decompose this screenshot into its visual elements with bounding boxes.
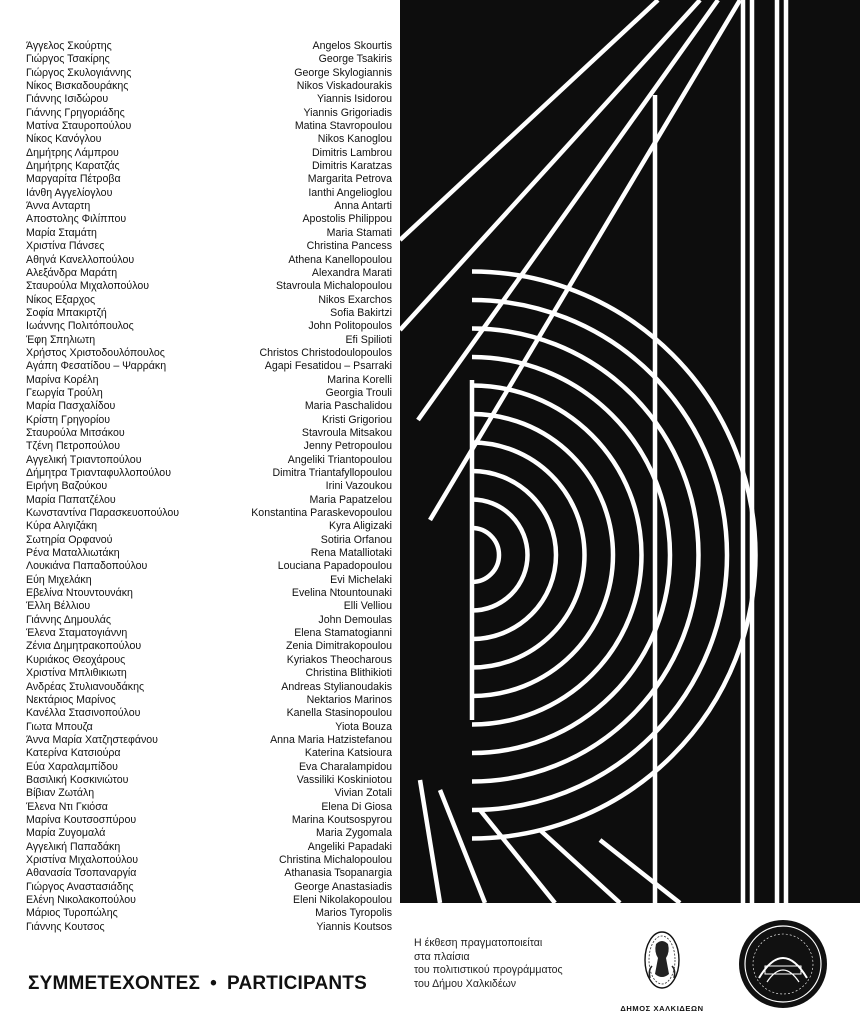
participant-row — [26, 694, 392, 707]
participant-name-greek: Μαρία Παπατζέλου — [26, 493, 116, 506]
participant-row — [26, 147, 392, 160]
participant-row — [26, 254, 392, 267]
participant-name-english: Irini Vazoukou — [325, 480, 392, 493]
participant-name-english: Ianthi Angelioglou — [308, 186, 392, 199]
participant-name-greek: Λουκιάνα Παπαδοπούλου — [26, 560, 148, 573]
participant-name-english: Nektarios Marinos — [306, 693, 392, 706]
participant-name-english: Angeliki Triantopoulou — [287, 453, 392, 466]
participant-name-english: Apostolis Philippou — [302, 213, 392, 226]
participant-name-greek: Γιάννης Ισιδώρου — [26, 93, 109, 106]
participant-name-english: Vassiliki Koskiniotou — [296, 773, 392, 786]
participant-name-greek: Αλεξάνδρα Μαράτη — [26, 266, 118, 279]
participant-row — [26, 667, 392, 680]
participant-name-greek: Μάριος Τυροπώλης — [26, 907, 118, 920]
participant-name-english: Kristi Grigoriou — [321, 413, 392, 426]
participant-name-greek: Μαρία Ζυγομαλά — [26, 827, 106, 840]
participant-name-english: Georgia Trouli — [325, 386, 392, 399]
participant-name-greek: Δημήτρης Λάμπρου — [26, 146, 119, 159]
participant-row — [26, 280, 392, 293]
participant-name-english: Vivian Zotali — [334, 787, 392, 800]
participant-name-english: Dimitra Triantafyllopoulou — [272, 467, 392, 479]
participant-name-english: Angeliki Papadaki — [307, 840, 392, 853]
participant-row — [26, 627, 392, 640]
participant-row — [26, 40, 392, 53]
participant-row — [26, 360, 392, 373]
participant-name-greek: Σταυρούλα Μιτσάκου — [26, 426, 125, 439]
participant-name-english: Maria Papatzelou — [309, 493, 392, 506]
participant-name-greek: Έφη Σπηλιωτη — [26, 333, 96, 346]
participant-name-english: Yiannis Grigoriadis — [303, 106, 392, 119]
participant-name-greek: Έλλη Βέλλιου — [26, 600, 91, 613]
participant-name-greek: Αποστολης Φιλίππου — [26, 213, 127, 226]
participant-name-english: Yiannis Koutsos — [316, 920, 392, 933]
participant-name-greek: Μαρία Πασχαλίδου — [26, 400, 116, 413]
program-note-line: του πολιτιστικού προγράμματος — [414, 964, 563, 977]
participant-name-english: Stavroula Mitsakou — [301, 426, 392, 439]
participant-name-greek: Γιώργος Τσακίρης — [26, 53, 110, 66]
participant-row — [26, 347, 392, 360]
participant-name-greek: Μαργαρίτα Πέτροβα — [26, 173, 121, 186]
participant-name-english: Nikos Exarchos — [318, 293, 392, 306]
participant-name-greek: Αγγελική Τριαντοπούλου — [26, 453, 142, 466]
participant-name-english: Sofia Bakirtzi — [330, 306, 392, 319]
participant-name-greek: Νίκος Κανόγλου — [26, 133, 102, 146]
participant-row — [26, 921, 392, 934]
participant-row — [26, 827, 392, 840]
participant-name-english: George Skylogiannis — [294, 66, 392, 79]
participant-name-english: Dimitris Karatzas — [311, 160, 392, 173]
participant-name-greek: Μαρίνα Κουτσοσπύρου — [26, 813, 137, 826]
participant-name-greek: Ειρήνη Βαζούκου — [26, 480, 108, 493]
participant-name-english: Yiota Bouza — [335, 720, 392, 733]
participant-row — [26, 761, 392, 774]
participant-name-english: Athanasia Tsopanargia — [284, 867, 392, 880]
participant-row — [26, 307, 392, 320]
participant-row — [26, 707, 392, 720]
participant-name-english: Kanella Stasinopoulou — [286, 707, 392, 720]
heading-english: PARTICIPANTS — [227, 973, 367, 994]
participant-name-english: Athena Kanellopoulou — [288, 253, 392, 266]
participant-row — [26, 814, 392, 827]
participant-row — [26, 894, 392, 907]
participant-name-greek: Χριστίνα Μπλιθικιωτη — [26, 667, 127, 680]
participant-row — [26, 120, 392, 133]
line-art-artwork — [400, 0, 860, 903]
participant-name-english: Christina Michalopoulou — [278, 853, 392, 866]
participant-name-greek: Άννα Ανταρτη — [26, 200, 91, 213]
participant-row — [26, 187, 392, 200]
participant-name-greek: Γιάννης Γρηγοριάδης — [26, 106, 125, 119]
participant-name-greek: Αθηνά Κανελλοπούλου — [26, 253, 135, 266]
participant-row — [26, 240, 392, 253]
participant-name-greek: Νεκτάριος Μαρίνος — [26, 693, 116, 706]
program-note-line: Η έκθεση πραγματοποιείται — [414, 937, 543, 949]
participant-name-english: Alexandra Marati — [311, 266, 392, 279]
participant-name-greek: Γιάννης Κουτσος — [26, 920, 105, 933]
participant-name-greek: Σταυρούλα Μιχαλοπούλου — [26, 280, 150, 293]
participant-name-english: Anna Maria Hatzistefanou — [270, 733, 392, 746]
participant-row — [26, 614, 392, 627]
participant-row — [26, 374, 392, 387]
participant-row — [26, 200, 392, 213]
participant-name-greek: Γιάννης Δημουλάς — [26, 613, 111, 626]
participant-name-english: Christina Pancess — [306, 240, 392, 253]
participant-row — [26, 480, 392, 493]
participant-row — [26, 53, 392, 66]
participant-row — [26, 841, 392, 854]
participant-name-greek: Γιωτα Μπουζα — [26, 720, 93, 733]
participant-name-greek: Ανδρέας Στυλιανουδάκης — [26, 680, 145, 693]
participant-name-english: Louciana Papadopoulou — [277, 560, 392, 573]
participant-name-greek: Κωνσταντίνα Παρασκευοπούλου — [26, 507, 180, 520]
participant-row — [26, 721, 392, 734]
participant-name-greek: Εύα Χαραλαμπίδου — [26, 760, 118, 773]
participant-name-english: Sotiria Orfanou — [320, 533, 392, 546]
participant-name-greek: Άννα Μαρία Χατζηστεφάνου — [26, 733, 158, 746]
participant-name-greek: Έλενα Σταματογιάννη — [26, 627, 128, 640]
participant-name-greek: Ρένα Ματαλλιωτάκη — [26, 547, 120, 560]
participant-name-english: Efi Spilioti — [345, 333, 392, 346]
participant-name-greek: Εβελίνα Ντουντουνάκη — [26, 587, 133, 600]
participant-name-greek: Βασιλική Κοσκινιώτου — [26, 773, 129, 786]
participant-row — [26, 107, 392, 120]
participant-name-english: Maria Paschalidou — [304, 400, 392, 413]
participant-row — [26, 334, 392, 347]
participant-row — [26, 387, 392, 400]
participant-name-greek: Τζένη Πετροπούλου — [26, 440, 120, 453]
participant-name-greek: Νίκος Βισκαδουράκης — [26, 80, 129, 93]
participant-row — [26, 507, 392, 520]
participant-name-english: Marina Korelli — [327, 373, 392, 386]
participant-row — [26, 467, 392, 480]
participant-name-english: Konstantina Paraskevopoulou — [251, 507, 392, 520]
participant-name-english: Zenia Dimitrakopoulou — [286, 640, 392, 653]
participant-name-greek: Αγάπη Φεσατίδου – Ψαρράκη — [26, 360, 167, 373]
participant-name-greek: Γιώργος Σκυλογιάννης — [26, 66, 132, 79]
participant-name-greek: Κρίστη Γρηγορίου — [26, 413, 111, 426]
participant-row — [26, 881, 392, 894]
participant-name-greek: Δήμητρα Τριανταφυλλοπούλου — [26, 467, 171, 479]
participant-row — [26, 400, 392, 413]
participant-name-english: Eva Charalampidou — [298, 760, 392, 773]
participant-row — [26, 867, 392, 880]
participant-name-english: Jenny Petropoulou — [303, 440, 392, 453]
participant-row — [26, 534, 392, 547]
participant-name-greek: Γιώργος Αναστασιάδης — [26, 880, 134, 893]
heading-separator: • — [210, 973, 217, 994]
participant-name-english: Maria Stamati — [326, 226, 392, 239]
participant-name-greek: Χρήστος Χριστοδουλόπουλος — [26, 346, 165, 359]
participant-name-greek: Σωτηρία Ορφανού — [26, 533, 113, 546]
participant-name-greek: Κύρα Αλιγιζάκη — [26, 520, 98, 533]
participant-name-greek: Κατερίνα Κατσιούρα — [26, 747, 121, 760]
participant-row — [26, 747, 392, 760]
participant-name-english: Matina Stavropoulou — [294, 120, 392, 133]
participant-name-english: Yiannis Isidorou — [317, 93, 392, 106]
participant-row — [26, 213, 392, 226]
participant-row — [26, 654, 392, 667]
participant-name-english: Eleni Nikolakopoulou — [293, 894, 392, 906]
participant-row — [26, 520, 392, 533]
participant-row — [26, 454, 392, 467]
participant-name-greek: Κανέλλα Στασινοπούλου — [26, 707, 141, 720]
participant-row — [26, 494, 392, 507]
participant-row — [26, 294, 392, 307]
participant-name-english: Elena Di Giosa — [321, 800, 392, 813]
participant-name-english: Kyriakos Theocharous — [286, 653, 392, 666]
participant-name-english: Rena Matalliotaki — [310, 547, 392, 560]
participant-row — [26, 320, 392, 333]
participant-row — [26, 173, 392, 186]
association-seal-icon — [737, 918, 829, 1010]
participant-name-english: Evi Michelaki — [330, 573, 392, 586]
participant-name-english: Margarita Petrova — [307, 173, 392, 186]
participant-name-english: Christos Christodoulopoulos — [259, 346, 392, 359]
participant-name-greek: Ζένια Δημητρακοπούλου — [26, 640, 142, 653]
participant-row — [26, 801, 392, 814]
participant-row — [26, 587, 392, 600]
participant-row — [26, 600, 392, 613]
participant-row — [26, 787, 392, 800]
participant-name-greek: Μαρίνα Κορέλη — [26, 373, 99, 386]
participant-row — [26, 681, 392, 694]
participant-row — [26, 640, 392, 653]
participant-name-english: Dimitris Lambrou — [311, 146, 392, 159]
participant-name-english: Marios Tyropolis — [315, 907, 392, 920]
participant-row — [26, 133, 392, 146]
participant-row — [26, 267, 392, 280]
participant-row — [26, 80, 392, 93]
participant-name-english: Nikos Kanoglou — [317, 133, 392, 146]
participant-name-english: Anna Antarti — [334, 200, 392, 213]
participant-name-english: George Anastasiadis — [294, 880, 392, 893]
participant-name-english: George Tsakiris — [318, 53, 392, 66]
participant-row — [26, 427, 392, 440]
heading-greek: ΣΥΜΜΕΤΕΧΟΝΤΕΣ — [28, 973, 201, 994]
participant-name-greek: Έλενα Ντι Γκιόσα — [26, 800, 108, 813]
participant-name-greek: Ιωάννης Πολιτόπουλος — [26, 320, 134, 333]
participant-name-greek: Κυριάκος Θεοχάρους — [26, 653, 126, 666]
participant-name-english: Stavroula Michalopoulou — [275, 280, 392, 293]
participant-name-greek: Ματίνα Σταυροπούλου — [26, 120, 132, 133]
participant-name-greek: Αθανασία Τσοπαναργία — [26, 867, 137, 880]
participant-name-greek: Νίκος Εξαρχος — [26, 293, 96, 306]
participant-row — [26, 67, 392, 80]
participant-name-greek: Ελένη Νικολακοπούλου — [26, 894, 136, 906]
participant-row — [26, 560, 392, 573]
participant-name-greek: Μαρία Σταμάτη — [26, 226, 97, 239]
participant-name-greek: Άγγελος Σκούρτης — [26, 40, 112, 52]
participant-name-greek: Χριστίνα Πάνσες — [26, 240, 105, 253]
participant-row — [26, 774, 392, 787]
participant-name-english: Nikos Viskadourakis — [296, 80, 392, 93]
participants-list — [26, 40, 392, 934]
participant-name-english: Evelina Ntountounaki — [291, 587, 392, 600]
participant-name-english: Marina Koutsospyrou — [291, 813, 392, 826]
participant-name-english: Andreas Stylianoudakis — [281, 680, 392, 693]
participant-row — [26, 574, 392, 587]
participant-name-english: John Politopoulos — [308, 320, 392, 333]
program-note-line: του Δήμου Χαλκιδέων — [414, 977, 517, 990]
participant-name-greek: Εύη Μιχελάκη — [26, 573, 92, 586]
participant-name-greek: Ιάνθη Αγγελίογλου — [26, 186, 113, 199]
participant-name-english: Christina Blithikioti — [305, 667, 392, 680]
program-note — [414, 937, 624, 991]
participant-name-greek: Χριστίνα Μιχαλοπούλου — [26, 853, 139, 866]
participant-row — [26, 854, 392, 867]
participant-row — [26, 734, 392, 747]
participant-name-greek: Δημήτρης Καρατζάς — [26, 160, 120, 173]
participant-name-english: John Demoulas — [318, 613, 392, 626]
participant-row — [26, 160, 392, 173]
participant-row — [26, 547, 392, 560]
participants-heading — [28, 973, 367, 995]
participant-row — [26, 414, 392, 427]
participant-name-greek: Σοφία Μπακιρτζή — [26, 306, 107, 319]
participant-name-greek: Αγγελική Παπαδάκη — [26, 840, 121, 853]
participant-row — [26, 907, 392, 920]
participant-row — [26, 227, 392, 240]
participant-name-english: Elli Velliou — [343, 600, 392, 613]
participant-name-english: Kyra Aligizaki — [329, 520, 392, 533]
municipality-label: ΔΗΜΟΣ ΧΑΛΚΙΔΕΩΝ — [620, 1004, 704, 1013]
participant-row — [26, 440, 392, 453]
participant-name-greek: Γεωργία Τρούλη — [26, 386, 103, 399]
participant-name-english: Katerina Katsioura — [304, 747, 392, 760]
participant-name-english: Maria Zygomala — [316, 827, 392, 840]
participant-row — [26, 93, 392, 106]
program-note-line: στα πλαίσια — [414, 950, 470, 963]
participant-name-english: Angelos Skourtis — [312, 40, 392, 52]
participant-name-greek: Βίβιαν Ζωτάλη — [26, 787, 95, 800]
participant-name-english: Elena Stamatogianni — [294, 627, 392, 640]
participant-name-english: Agapi Fesatidou – Psarraki — [264, 360, 392, 373]
